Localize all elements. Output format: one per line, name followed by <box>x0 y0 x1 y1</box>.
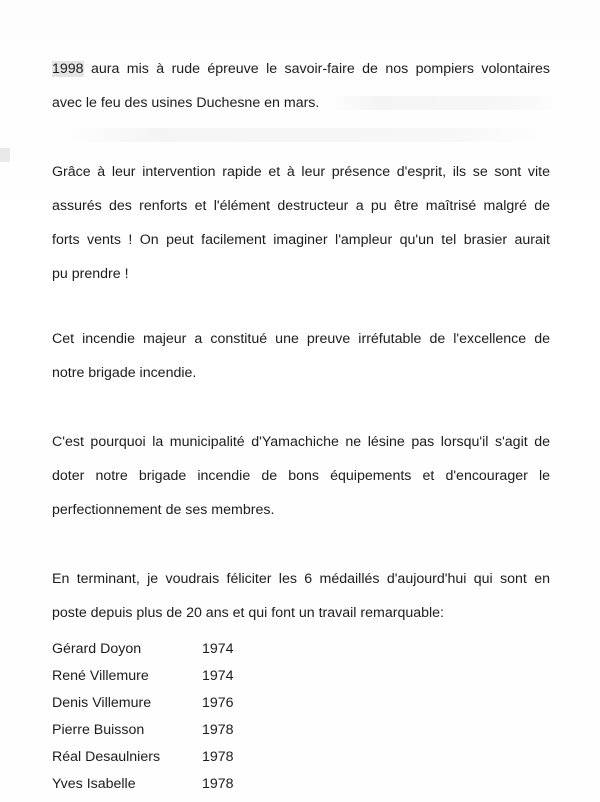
year-highlight: 1998 <box>52 61 84 77</box>
paragraph-line: C'est pourquoi la municipalité d'Yamachiche ne lésine pas lorsqu'il s'agit de <box>52 434 550 450</box>
medalist-year: 1978 <box>202 722 234 738</box>
paragraph-line: Grâce à leur intervention rapide et à leur présence d'esprit, ils se sont vite <box>52 164 550 180</box>
paragraph-line: pu prendre ! <box>52 266 129 282</box>
medalist-year: 1978 <box>202 776 234 792</box>
paragraph-line: perfectionnement de ses membres. <box>52 502 275 518</box>
medalist-name: Gérard Doyon <box>52 641 142 657</box>
paragraph-1 <box>52 52 550 120</box>
scan-edge-mark <box>0 148 10 162</box>
list-item <box>52 771 352 798</box>
medalist-name: Pierre Buisson <box>52 722 145 738</box>
paragraph-3 <box>52 322 550 390</box>
paragraph-4 <box>52 425 550 527</box>
medalist-year: 1974 <box>202 668 234 684</box>
medalist-name: Yves Isabelle <box>52 776 136 792</box>
paragraph-line: En terminant, je voudrais féliciter les 6 médaillés d'aujourd'hui qui sont en <box>52 571 550 587</box>
paragraph-5 <box>52 562 550 630</box>
bleed-through-line <box>60 128 550 142</box>
medalist-name: Réal Desaulniers <box>52 749 161 765</box>
medalist-year: 1978 <box>202 749 234 765</box>
paragraph-line: Cet incendie majeur a constitué une preuve irréfutable de l'excellence de <box>52 331 550 347</box>
paragraph-line: assurés des renforts et l'élément destructeur a pu être maîtrisé malgré de <box>52 198 550 214</box>
paragraph-line: avec le feu des usines Duchesne en mars. <box>52 95 320 111</box>
list-item <box>52 690 352 717</box>
medalist-name: Denis Villemure <box>52 695 152 711</box>
paragraph-line: forts vents ! On peut facilement imaginer l'ampleur qu'un tel brasier aurait <box>52 232 550 248</box>
paragraph-line: poste depuis plus de 20 ans et qui font un travail remarquable: <box>52 605 444 621</box>
paragraph-text: aura mis à rude épreuve le savoir-faire de nos pompiers volontaires <box>83 61 550 77</box>
paragraph-line <box>52 52 550 86</box>
list-item <box>52 636 352 663</box>
medalist-list <box>52 636 352 798</box>
medalist-name: René Villemure <box>52 668 149 684</box>
paragraph-line: notre brigade incendie. <box>52 365 197 381</box>
list-item <box>52 744 352 771</box>
list-item <box>52 717 352 744</box>
medalist-year: 1976 <box>202 695 234 711</box>
paragraph-2 <box>52 155 550 291</box>
paragraph-line: doter notre brigade incendie de bons équipements et d'encourager le <box>52 468 550 484</box>
list-item <box>52 663 352 690</box>
medalist-year: 1974 <box>202 641 234 657</box>
